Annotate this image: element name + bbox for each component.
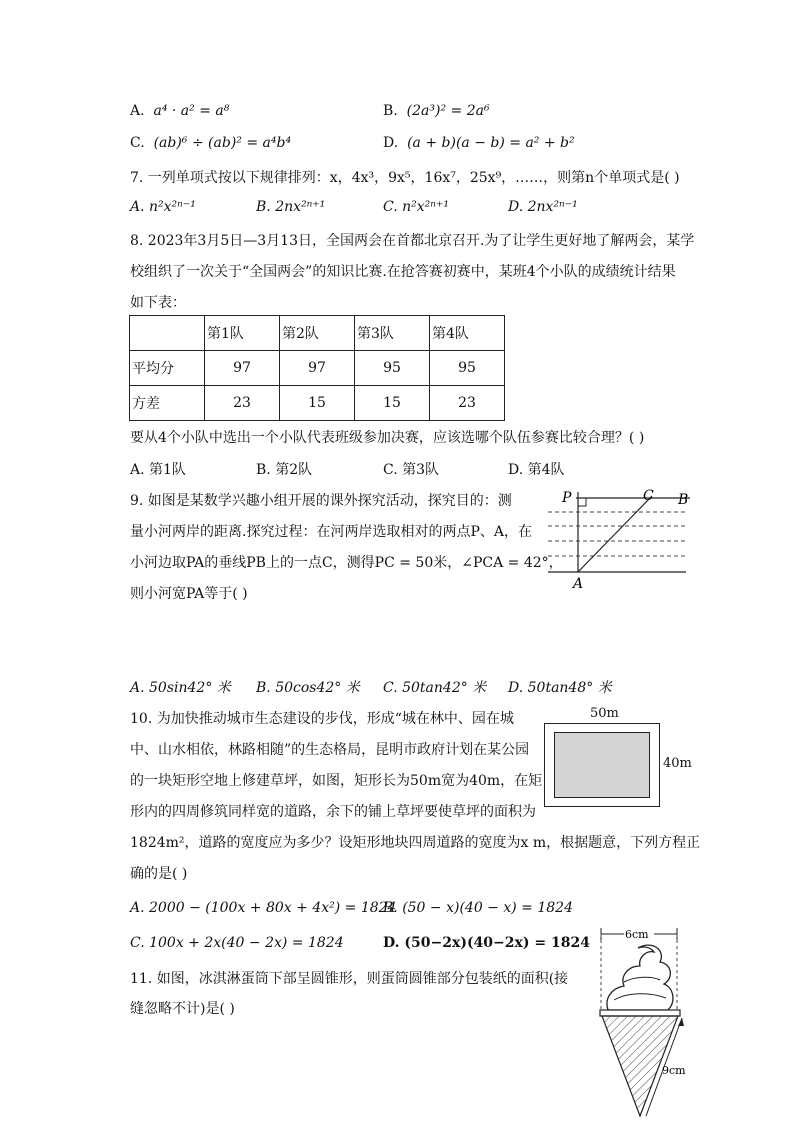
q9-option-d: D. 50tan48° 米 [508, 680, 612, 696]
table-cell: 95 [430, 351, 505, 386]
q10-line1: 10. 为加快推动城市生态建设的步伐，形成“城在林中、园在城 [130, 711, 514, 727]
q9-option-a: A. 50sin42° 米 [130, 680, 231, 696]
table-cell: 95 [355, 351, 430, 386]
q8-option-d: D. 第4队 [508, 462, 565, 478]
label-c: C [643, 488, 654, 504]
q10-line6: 确的是( ) [130, 866, 188, 882]
cone-rim [600, 1010, 680, 1016]
table-header-cell: 第2队 [280, 316, 355, 351]
q9-option-b: B. 50cos42° 米 [256, 680, 360, 696]
q7-option-c: C. n²x²ⁿ⁺¹ [383, 199, 449, 215]
table-header-cell: 第3队 [355, 316, 430, 351]
lawn-area [554, 732, 650, 798]
slant-arrow-top [678, 1018, 684, 1026]
q7-option-d: D. 2nx²ⁿ⁻¹ [508, 199, 578, 215]
row-label: 方差 [130, 386, 205, 421]
q7-option-b: B. 2nx²ⁿ⁺¹ [256, 199, 326, 215]
table-cell: 23 [430, 386, 505, 421]
q10-option-c: C. 100x + 2x(40 − 2x) = 1824 [130, 935, 344, 951]
q6-option-d: D. (a + b)(a − b) = a² + b² [383, 135, 575, 151]
row-label: 平均分 [130, 351, 205, 386]
q6-option-a: A. a⁴ · a² = a⁸ [130, 103, 230, 119]
q6-option-b: B. (2a³)² = 2a⁶ [383, 103, 490, 119]
table-cell: 23 [205, 386, 280, 421]
q10-option-a: A. 2000 − (100x + 80x + 4x²) = 1824 [130, 900, 397, 916]
q6-option-c: C. (ab)⁶ ÷ (ab)² = a⁴b⁴ [130, 135, 292, 151]
table-header-cell: 第1队 [205, 316, 280, 351]
q9-line4: 则小河宽PA等于( ) [130, 586, 248, 602]
q8-line3: 如下表： [130, 295, 186, 311]
q9-line3: 小河边取PA的垂线PB上的一点C，测得PC = 50米，∠PCA = 42°， [130, 555, 563, 571]
table-row [130, 351, 505, 386]
label-p: P [562, 490, 572, 506]
rect-field-figure [544, 723, 660, 807]
table-cell: 15 [280, 386, 355, 421]
label-a: A [573, 576, 584, 592]
q10-option-d: D. (50−2x)(40−2x) = 1824 [383, 935, 590, 951]
q10-line5: 1824m²，道路的宽度应为多少？设矩形地块四周道路的宽度为x m，根据题意，下列方程正 [130, 835, 701, 851]
q10-line2: 中、山水相依，林路相随”的生态格局，昆明市政府计划在某公园 [130, 742, 530, 758]
q8-question: 要从4个小队中选出一个小队代表班级参加决赛，应该选哪个队伍参赛比较合理？( ) [130, 430, 645, 446]
q8-line1: 8. 2023年3月5日—3月13日，全国两会在首都北京召开.为了让学生更好地了解两会，某学 [130, 233, 695, 249]
q7-option-a: A. n²x²ⁿ⁻¹ [130, 199, 196, 215]
river-figure [540, 486, 700, 592]
q8-score-table [129, 315, 505, 421]
q10-line3: 的一块矩形空地上修建草坪，如图，矩形长为50m宽为40m，在矩 [130, 773, 543, 789]
right-angle-mark [578, 498, 586, 506]
table-row [130, 386, 505, 421]
width-label: 6cm [625, 928, 649, 941]
rect-width-label: 50m [590, 706, 619, 721]
q10-option-b: B. (50 − x)(40 − x) = 1824 [383, 900, 573, 916]
q8-option-c: C. 第3队 [383, 462, 440, 478]
table-cell: 97 [280, 351, 355, 386]
q8-option-b: B. 第2队 [256, 462, 313, 478]
q10-line4: 形内的四周修筑同样宽的道路，余下的铺上草坪要使草坪的面积为 [130, 804, 536, 820]
segment-ac [578, 496, 652, 572]
slant-label: 9cm [662, 1064, 686, 1077]
table-header-cell [130, 316, 205, 351]
q11-line2: 缝忽略不计)是( ) [130, 1001, 235, 1017]
q9-line1: 9. 如图是某数学兴趣小组开展的课外探究活动，探究目的：测 [130, 493, 512, 509]
table-cell: 15 [355, 386, 430, 421]
table-header-cell: 第4队 [430, 316, 505, 351]
q8-option-a: A. 第1队 [130, 462, 186, 478]
q9-line2: 量小河两岸的距离.探究过程：在河两岸选取相对的两点P、A，在 [130, 524, 532, 540]
rect-height-label: 40m [663, 756, 692, 771]
ice-cream-cone-figure [594, 922, 694, 1122]
table-header-row [130, 316, 505, 351]
label-b: B [678, 492, 689, 508]
q8-line2: 校组织了一次关于“全国两会”的知识比赛.在抢答赛初赛中，某班4个小队的成绩统计结果 [130, 264, 676, 280]
q7-stem: 7. 一列单项式按以下规律排列：x，4x³，9x⁵，16x⁷，25x⁹，……，则第n个单项式是( ) [130, 170, 680, 186]
q9-option-c: C. 50tan42° 米 [383, 680, 487, 696]
q11-line1: 11. 如图，冰淇淋蛋筒下部呈圆锥形，则蛋筒圆锥部分包装纸的面积(接 [130, 971, 569, 987]
table-cell: 97 [205, 351, 280, 386]
